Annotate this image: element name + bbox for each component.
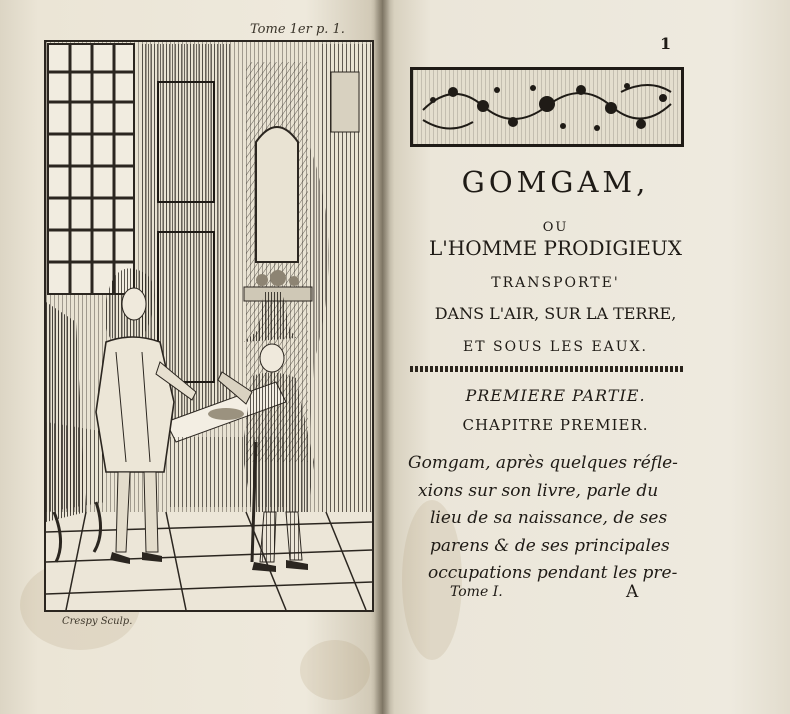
chapter-summary	[408, 450, 698, 588]
title-line-air-terre: DANS L'AIR, SUR LA TERRE,	[434, 304, 677, 323]
floral-headpiece-ornament	[410, 67, 684, 147]
summary-line: xions sur son livre, parle du	[418, 480, 659, 501]
book-title: GOMGAM,	[461, 165, 650, 199]
plate-label: Tome 1er p. 1.	[250, 22, 345, 37]
title-line-subtitle: L'HOMME PRODIGIEUX	[429, 236, 682, 260]
volume-signature: Tome I.	[450, 584, 503, 600]
part-heading: PREMIERE PARTIE.	[465, 386, 646, 405]
parquet-floor	[46, 512, 372, 610]
folio-number: 1	[660, 34, 672, 53]
chapter-heading: CHAPITRE PREMIER.	[462, 416, 649, 434]
title-line-ou: OU	[542, 220, 569, 235]
summary-line: Gomgam, après quelques réfle-	[408, 453, 678, 473]
book-gutter	[374, 0, 390, 714]
frontispiece-engraving	[44, 40, 374, 612]
asterisk-rule	[410, 366, 685, 372]
title-line-transporte: TRANSPORTE'	[491, 275, 620, 291]
summary-line: lieu de sa naissance, de ses	[430, 508, 668, 528]
engraving-illustration	[46, 42, 372, 610]
paper-stain	[300, 640, 370, 700]
summary-line: parens & de ses principales	[430, 535, 670, 556]
engraver-signature: Crespy Sculp.	[62, 616, 133, 627]
title-line-eaux: ET SOUS LES EAUX.	[462, 339, 649, 355]
summary-line: occupations pendant les pre-	[428, 563, 678, 583]
gathering-signature: A	[626, 582, 639, 602]
window	[48, 44, 134, 294]
headpiece-vine	[413, 70, 681, 144]
